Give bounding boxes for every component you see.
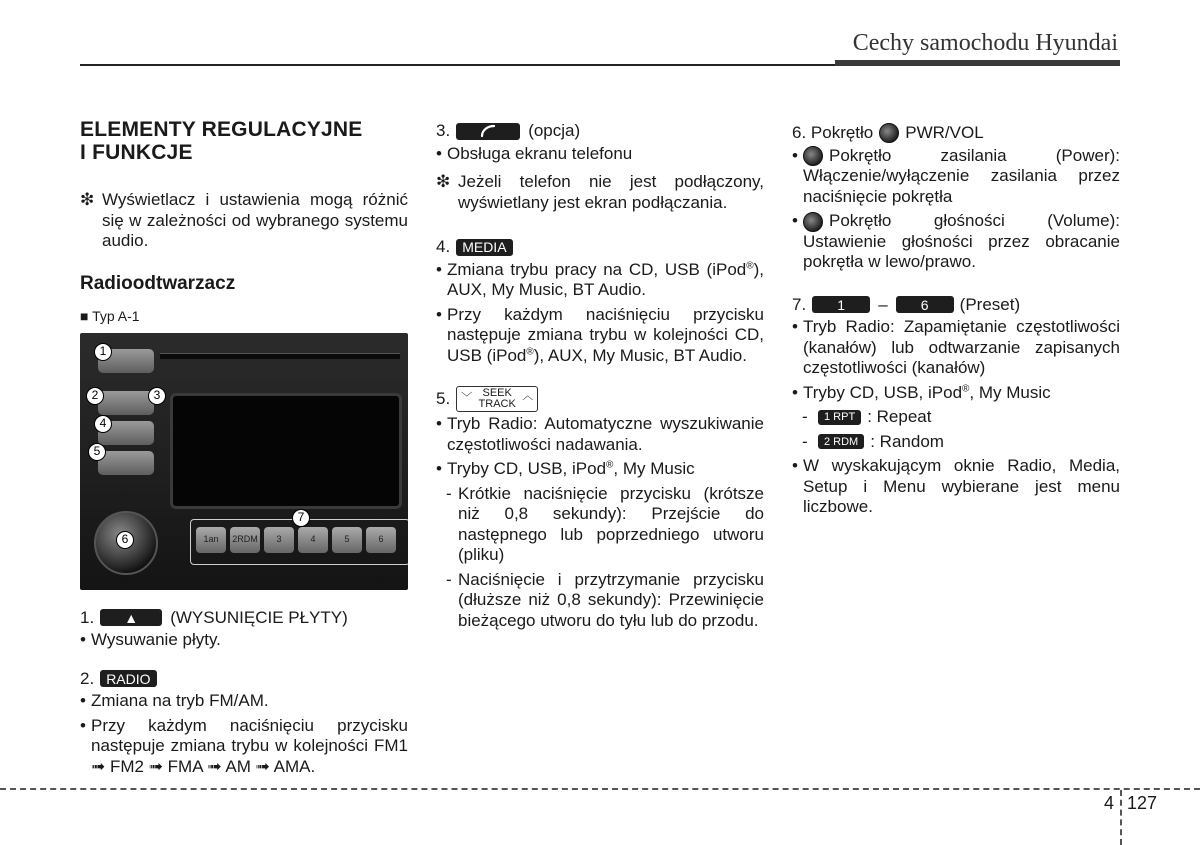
item-label: (WYSUNIĘCIE PŁYTY)	[170, 607, 348, 627]
registered-mark: ®	[746, 259, 754, 271]
callout-3: 3	[148, 387, 166, 405]
bullet-text: Wysuwanie płyty.	[91, 630, 221, 649]
page-number: 127	[1127, 793, 1158, 813]
item-label: (Preset)	[959, 294, 1021, 314]
text-fragment: Przy każdym naciśnięciu przycisku następuje zmiana trybu w kolejności CD, USB (iPod	[447, 304, 764, 365]
subheading: Radioodtwarzacz	[80, 272, 236, 294]
radio-button-label: RADIO	[100, 670, 156, 687]
dash-item: - 2 RDM : Random	[802, 431, 944, 451]
bullet-text: W wyskakującym oknie Radio, Media, Setup i Menu wybierane jest menu liczbowe.	[803, 456, 1120, 517]
random-button-label: 2 RDM	[818, 434, 864, 449]
list-item: • Tryby CD, USB, iPod®, My Music	[436, 459, 764, 480]
dash-item: - 1 RPT : Repeat	[802, 407, 932, 427]
bullet-text: Obsługa ekranu telefonu	[447, 143, 633, 163]
text-fragment: , My Music	[613, 459, 695, 478]
bullet-text: Zmiana na tryb FM/AM.	[91, 691, 269, 710]
list-item: • Tryb Radio: Automatyczne wyszukiwanie częstotliwości nadawania.	[436, 414, 764, 454]
list-item: • Pokrętło zasilania (Power): Włączenie/wyłączenie zasilania przez naciśnięcie pokrętła	[792, 145, 1120, 206]
list-item: • Wysuwanie płyty.	[80, 630, 408, 651]
heading-line-1: ELEMENTY REGULACYJNE	[80, 118, 363, 141]
item-6	[792, 123, 1120, 144]
repeat-button-label: 1 RPT	[818, 410, 861, 425]
radio-button	[98, 391, 154, 415]
text-fragment: Pokrętło zasilania (Power): Włączenie/wyłączenie zasilania przez naciśnięcie pokrętła	[803, 145, 1120, 206]
column-3	[792, 123, 1120, 522]
list-item: • Przy każdym naciśnięciu przycisku następuje zmiana trybu w kolejności CD, USB (iPod®), AUX, My Music, BT Audio.	[436, 304, 764, 365]
callout-7: 7	[292, 509, 310, 527]
list-item: • Tryb Radio: Zapamiętanie częstotliwości (kanałów) lub odtwarzanie zapisanych częstotliwości (kanałów)	[792, 317, 1120, 378]
bullet-text	[803, 211, 1120, 273]
item-number: 2.	[80, 668, 95, 688]
bullet-text	[447, 305, 764, 367]
note-symbol-icon: ❇	[436, 172, 451, 191]
registered-mark: ®	[962, 382, 970, 394]
registered-mark: ®	[606, 459, 614, 471]
footer-divider	[1120, 790, 1122, 845]
callout-1: 1	[94, 343, 112, 361]
dash-text: Naciśnięcie i przytrzymanie przycisku (dłuższe niż 0,8 sekundy): Przewinięcie bieżącego utworu do tyłu lub do przodu.	[458, 569, 764, 630]
column-1	[80, 118, 408, 781]
list-item: • Przy każdym naciśnięciu przycisku następuje zmiana trybu w kolejności FM1 ➟ FM2 ➟ FMA ➟ AM ➟ AMA.	[80, 715, 408, 776]
callout-5: 5	[88, 443, 106, 461]
note	[80, 190, 408, 252]
chevron-up-icon: ︿	[522, 390, 534, 402]
eject-button-icon: ▲	[100, 609, 162, 626]
text-fragment: Pokrętło głośności (Volume): Ustawienie głośności przez obracanie pokrętła w lewo/prawo.	[803, 211, 1120, 272]
item-number: 1.	[80, 607, 95, 627]
type-label: ■ Typ A-1	[80, 308, 140, 324]
seek-track-button-label	[456, 386, 538, 412]
callout-2: 2	[86, 387, 104, 405]
bullet-text	[447, 260, 764, 301]
item-label: PWR/VOL	[905, 123, 984, 142]
bullet-text: Tryb Radio: Zapamiętanie częstotliwości (kanałów) lub odtwarzanie zapisanych częstotliwości (kanałów)	[803, 317, 1120, 378]
list-item: • Obsługa ekranu telefonu	[436, 144, 764, 165]
track-label: TRACK	[478, 398, 516, 410]
note-symbol-icon: ❇	[80, 190, 95, 209]
preset-5: 5	[332, 527, 362, 553]
section-heading	[80, 118, 408, 164]
item-7	[792, 295, 1120, 316]
column-2	[436, 121, 764, 635]
item-label: (opcja)	[528, 121, 581, 140]
preset-1-button-label: 1	[812, 296, 870, 313]
text-fragment: ), AUX, My Music, BT Audio.	[533, 345, 747, 365]
seek-label: SEEK	[482, 387, 512, 399]
dash-item: - Krótkie naciśnięcie przycisku (krótsze niż 0,8 sekundy): Przejście do następnego lub poprzedniego utworu (pliku)	[446, 483, 764, 564]
list-item: • Tryby CD, USB, iPod®, My Music	[792, 383, 1120, 404]
section-number: 4	[1104, 793, 1115, 813]
note-text: Wyświetlacz i ustawienia mogą różnić się w zależności od wybranego systemu audio.	[102, 190, 408, 250]
text-fragment: Zmiana trybu pracy na CD, USB (iPod	[447, 259, 747, 279]
disc-slot	[160, 353, 400, 359]
footer-rule	[0, 788, 1200, 790]
random-label: : Random	[870, 431, 944, 451]
media-button-label: MEDIA	[456, 239, 512, 256]
bullet-text	[803, 383, 1120, 404]
dash-item: - Naciśnięcie i przytrzymanie przycisku (dłuższe niż 0,8 sekundy): Przewinięcie bieżącego utworu do tyłu lub do przodu.	[446, 569, 764, 630]
item-number: 6. Pokrętło	[792, 123, 874, 142]
item-4	[436, 237, 764, 258]
list-item: • Zmiana trybu pracy na CD, USB (iPod®), AUX, My Music, BT Audio.	[436, 259, 764, 299]
bullet-text: Przy każdym naciśnięciu przycisku następuje zmiana trybu w kolejności FM1 ➟ FM2 ➟ FMA ➟ AM ➟ AMA.	[91, 715, 408, 776]
preset-1: 1an	[196, 527, 226, 553]
knob-icon	[803, 212, 823, 232]
radio-display	[170, 393, 402, 509]
bullet-text: Tryb Radio: Automatyczne wyszukiwanie częstotliwości nadawania.	[447, 414, 764, 454]
item-1	[80, 608, 408, 629]
item-number: 3.	[436, 121, 451, 140]
header-rule	[80, 64, 835, 66]
item-5	[436, 386, 764, 412]
repeat-label: : Repeat	[867, 407, 932, 427]
preset-6-button-label: 6	[896, 296, 954, 313]
item-2	[80, 669, 408, 690]
item-3	[436, 121, 764, 142]
note-text: Jeżeli telefon nie jest podłączony, wyświetlany jest ekran podłączania.	[458, 172, 764, 212]
preset-6: 6	[366, 527, 396, 553]
heading-line-2: I FUNKCJE	[80, 141, 193, 164]
item-number: 4.	[436, 237, 451, 256]
text-fragment: , My Music	[969, 382, 1051, 402]
dash-text: Krótkie naciśnięcie przycisku (krótsze niż 0,8 sekundy): Przejście do następnego lub poprzedniego utworu (pliku)	[458, 483, 764, 564]
item-number: 7.	[792, 294, 807, 314]
knob-icon	[879, 123, 899, 143]
phone-icon	[456, 123, 520, 140]
page-header-title: Cechy samochodu Hyundai	[852, 30, 1118, 56]
bullet-text	[803, 146, 1120, 208]
note	[436, 172, 764, 213]
preset-3: 3	[264, 527, 294, 553]
header-rule-thick	[835, 60, 1120, 66]
callout-4: 4	[94, 415, 112, 433]
text-fragment: Tryby CD, USB, iPod	[803, 382, 963, 402]
chevron-down-icon: ﹀	[461, 392, 473, 404]
list-item: • Pokrętło głośności (Volume): Ustawienie głośności przez obracanie pokrętła w lewo/prawo.	[792, 211, 1120, 272]
list-item: • W wyskakującym oknie Radio, Media, Setup i Menu wybierane jest menu liczbowe.	[792, 456, 1120, 517]
list-item: • Zmiana na tryb FM/AM.	[80, 691, 408, 712]
item-number: 5.	[436, 388, 451, 408]
range-dash: –	[878, 294, 888, 314]
seek-track-button	[98, 451, 154, 475]
radio-panel-image	[80, 333, 408, 590]
callout-6: 6	[116, 531, 134, 549]
knob-icon	[803, 146, 823, 166]
preset-2: 2RDM	[230, 527, 260, 553]
text-fragment: ), AUX, My Music, BT Audio.	[447, 259, 764, 299]
bullet-text	[447, 459, 764, 480]
registered-mark: ®	[526, 345, 534, 357]
text-fragment: Tryby CD, USB, iPod	[447, 459, 607, 478]
preset-4: 4	[298, 527, 328, 553]
